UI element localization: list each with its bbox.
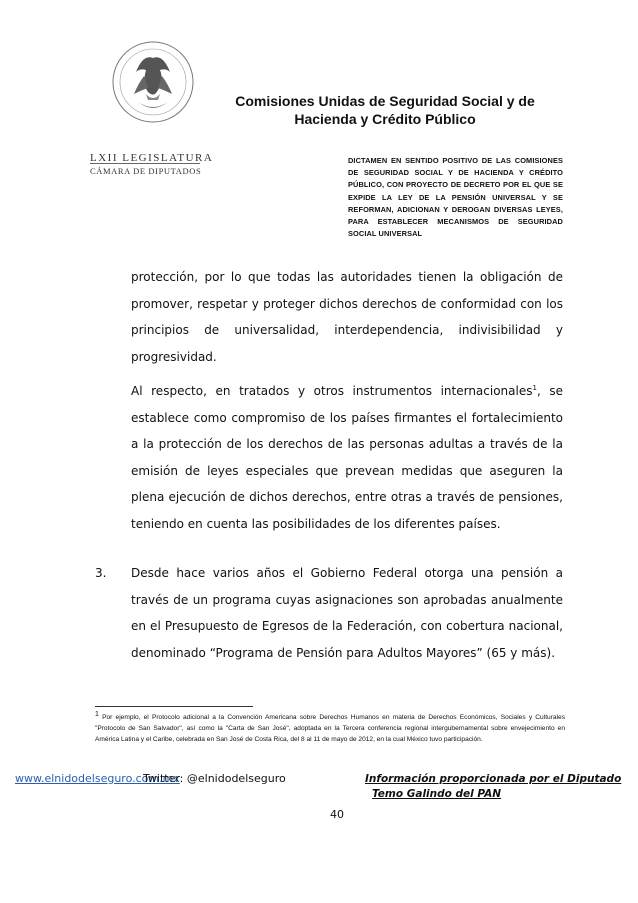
item-number: 3. <box>95 566 107 580</box>
source-credit-line-2: Temo Galindo del PAN <box>372 788 502 800</box>
source-credit <box>365 772 625 802</box>
body-item-3: Desde hace varios años el Gobierno Federal otorga una pensión a través de un programa cuyas asignaciones son aprobadas anualmente en el Presupuesto de Egresos de la Federación, con cobertura nacional, denominado “Programa de Pensión para Adultos Mayores” (65 y más). <box>131 566 563 660</box>
title-line-1: Comisiones Unidas de Seguridad Social y de <box>235 93 535 109</box>
footnote-number: 1 <box>95 710 99 718</box>
camara-label: CÁMARA DE DIPUTADOS <box>90 166 202 176</box>
footnote-text: Por ejemplo, el Protocolo adicional a la Convención Americana sobre Derechos Humanos en materia de Derechos Económicos, Sociales y Culturales "Protocolo de San Salvador", así como la "Carta de San José", adoptada en la Tercera conferencia regional intergubernamental sobre envejecimiento en América Latina y el Caribe, celebrada en San José de Costa Rica, del 8 al 11 de mayo de 2012, en la cual México tuvo participación. <box>95 714 565 743</box>
footnote-divider <box>95 706 253 707</box>
body-paragraph-1: protección, por lo que todas las autoridades tienen la obligación de promover, respetar y proteger dichos derechos de conformidad con los principios de universalidad, interdependencia, indivisibilidad y progresividad. <box>131 270 563 364</box>
paragraph-2-start: Al respecto, en tratados y otros instrumentos internacionales <box>131 384 533 398</box>
body-paragraph-2 <box>131 378 563 537</box>
camara-logo <box>90 32 235 182</box>
twitter-handle: Twitter: @elnidodelseguro <box>143 772 286 785</box>
title-line-2: Hacienda y Crédito Público <box>294 111 476 127</box>
footnote-reference: 1 <box>532 384 537 392</box>
page-number: 40 <box>330 808 344 821</box>
legislatura-label: LXII LEGISLATURA <box>90 152 214 164</box>
eagle-seal-icon <box>108 32 198 142</box>
paragraph-2-end: , se establece como compromiso de los países firmantes el fortalecimiento a la protección de los derechos de las personas adultas a través de la emisión de leyes especiales que prevean medidas que aseguren la plena ejecución de dichos derechos, entre otras a través de pensiones, teniendo en cuenta las posibilidades de los diferentes países. <box>131 384 563 531</box>
website-link[interactable]: www.elnidodelseguro.com.mx <box>15 772 180 785</box>
dictamen-summary: DICTAMEN EN SENTIDO POSITIVO DE LAS COMISIONES DE SEGURIDAD SOCIAL Y DE HACIENDA Y CRÉDITO PÚBLICO, CON PROYECTO DE DECRETO POR EL QUE SE EXPIDE LA LEY DE LA PENSIÓN UNIVERSAL Y SE REFORMAN, ADICIONAN Y DEROGAN DIVERSAS LEYES, PARA ESTABLECER MECANISMOS DE SEGURIDAD SOCIAL UNIVERSAL <box>348 156 563 239</box>
source-credit-line-1: Información proporcionada por el Diputado <box>365 773 622 785</box>
page-title <box>215 92 555 128</box>
footnote <box>95 712 565 745</box>
